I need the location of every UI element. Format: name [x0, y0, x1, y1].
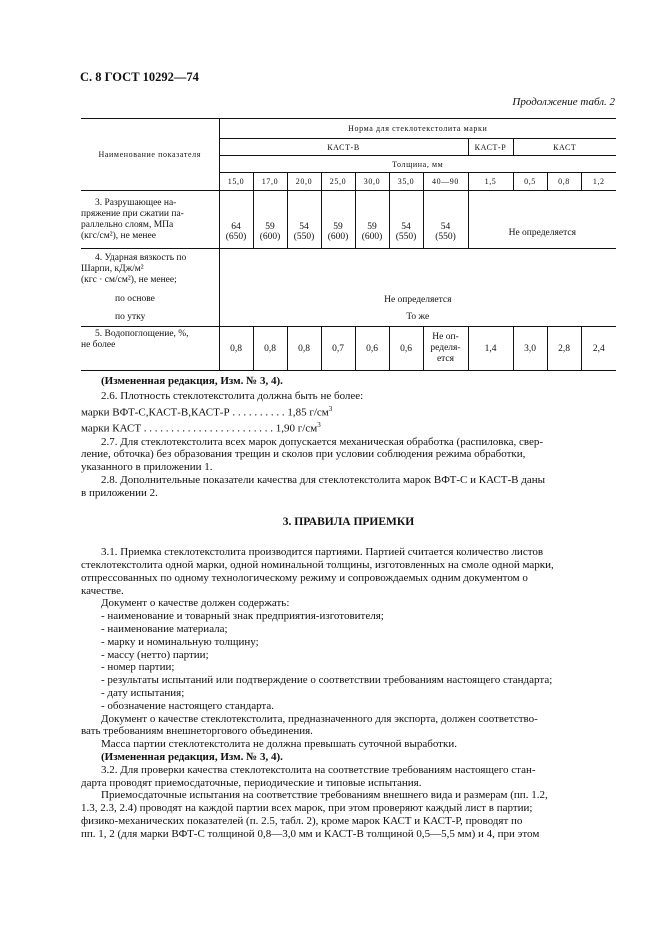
row5-value: 0,7 [321, 327, 355, 371]
row5-value: 0,8 [219, 327, 253, 371]
amendment-note: (Измененная редакция, Изм. № 3, 4). [101, 751, 283, 764]
list-item: - марку и номинальную толщину; [101, 635, 259, 648]
row4-sub-value: То же [219, 309, 616, 327]
export-paragraph: Документ о качестве стеклотекстолита, предназначенного для экспорта, должен соответство- [101, 712, 538, 725]
row4-label-line: Шарпи, кДж/м² [81, 264, 144, 274]
row3-value: 54 (550) [389, 191, 423, 249]
list-item: - номер партии; [101, 661, 175, 674]
paragraph-3-2-line: 1.3, 2.3, 2.4) проводят на каждой партии всех марок, при этом проверяют каждый лист в партии; [81, 802, 533, 815]
list-item: - обозначение настоящего стандарта. [101, 699, 275, 712]
row5-value: 0,8 [253, 327, 287, 371]
mass-paragraph: Масса партии стеклотекстолита не должна превышать суточной выработки. [101, 738, 457, 751]
row3-value: 59 (600) [355, 191, 389, 249]
paragraph-3-1-line: отпрессованных по одному технологическому режиму и сопровождаемых одним документом о [81, 571, 528, 584]
row3-label-line: (кгс/см²), не менее [81, 230, 156, 241]
list-item: - результаты испытаний или подтверждение о соответствии требованиям настоящего стандарта; [101, 674, 553, 687]
row4-sub-label: по утку [81, 309, 219, 327]
row4-label [81, 249, 219, 291]
thickness-cell: 1,2 [581, 173, 616, 191]
row3-label-line: пряжение при сжатии па- [81, 208, 184, 219]
paragraph-3-1: 3.1. Приемка стеклотекстолита производится партиями. Партией считается количество листов [101, 546, 544, 559]
export-paragraph-line: вать требованиям внешнеторгового объединения. [81, 725, 313, 738]
grade-kast: КАСТ [513, 139, 616, 156]
row5-value: 2,8 [547, 327, 581, 371]
row3-value: 59 (600) [253, 191, 287, 249]
row5-special: Не оп- ределя- ется [423, 327, 468, 371]
norm-header: Норма для стеклотекстолита марки [219, 119, 616, 139]
thickness-cell: 25,0 [321, 173, 355, 191]
thickness-cell: 20,0 [287, 173, 321, 191]
grade-kast-r: КАСТ-Р [468, 139, 513, 156]
row3-label-line: 3. Разрушающее на- [95, 197, 177, 208]
list-item: - наименование материала; [101, 623, 228, 636]
row5-value: 2,4 [581, 327, 616, 371]
paragraph-3-2-line: дарта проводят приемосдаточные, периодические и типовые испытания. [81, 776, 422, 789]
thickness-cell: 35,0 [389, 173, 423, 191]
row5-label-line: 5. Водопоглощение, %, [95, 329, 189, 339]
thickness-cell: 0,8 [547, 173, 581, 191]
properties-table [81, 118, 616, 371]
thickness-cell: 15,0 [219, 173, 253, 191]
document-body [81, 375, 616, 841]
paragraph-3-2: 3.2. Для проверки качества стеклотекстолита на соответствие требованиям настоящего стан- [101, 763, 536, 776]
thickness-cell: 40—90 [423, 173, 468, 191]
row5-value: 0,8 [287, 327, 321, 371]
table-continuation-label: Продолжение табл. 2 [512, 96, 615, 108]
paragraph-3-2-line: физико-механических показателей (п. 2.5, табл. 2), кроме марок КАСТ и КАСТ-Р, проводят по [81, 815, 523, 828]
paragraph-2-8: 2.8. Дополнительные показатели качества для стеклотекстолита марок ВФТ-С и КАСТ-В даны [101, 473, 546, 486]
paragraph-3-2-line: Приемосдаточные испытания на соответствие требованиям внешнего вида и размерам (пп. 1.2, [101, 789, 548, 802]
paragraph-3-1-line: стеклотекстолита одной марки, одной номинальной толщины, изготовленных на смоле одной марки, [81, 559, 554, 572]
paragraph-2-7-line: указанного в приложении 1. [81, 461, 213, 474]
section-title: 3. ПРАВИЛА ПРИЕМКИ [282, 516, 415, 529]
row3-value: 54 (550) [287, 191, 321, 249]
thickness-header: Толщина, мм [219, 156, 616, 173]
thickness-cell: 0,5 [513, 173, 547, 191]
density-line-1: марки ВФТ-С,КАСТ-В,КАСТ-Р . . . . . . . . . . 1,85 $г/см^3$ [81, 404, 333, 419]
paragraph-2-6: 2.6. Плотность стеклотекстолита должна быть не более: [101, 389, 364, 402]
row5-label-line: не более [81, 340, 116, 350]
row5-value: 1,4 [468, 327, 513, 371]
row5-value: 3,0 [513, 327, 547, 371]
col-name-header: Наименование показателя [81, 119, 219, 191]
row5-label [81, 327, 219, 371]
page-header: С. 8 ГОСТ 10292—74 [80, 70, 199, 84]
paragraph-3-1-line: качестве. [81, 584, 124, 597]
density-line-2: марки КАСТ . . . . . . . . . . . . . . . . . . . . . . . . 1,90 $г/см^3$ [81, 421, 321, 435]
row5-value: 0,6 [355, 327, 389, 371]
paragraph-2-7-line: ление, обточка) без образования трещин и сколов при условии соблюдения режима обработки, [81, 448, 526, 461]
row3-value: 54 (550) [423, 191, 468, 249]
row3-not-determined: Не определяется [468, 191, 616, 249]
paragraph-2-8-line: в приложении 2. [81, 486, 158, 499]
row4-label-line: 4. Ударная вязкость по [95, 253, 187, 263]
row4-label-line: (кгс · см/см²), не менее; [81, 275, 177, 285]
grade-kast-v: КАСТ-В [219, 139, 468, 156]
row3-label-line: раллельно слоям, МПа [81, 219, 174, 230]
list-item: - массу (нетто) партии; [101, 648, 209, 661]
paragraph-2-7: 2.7. Для стеклотекстолита всех марок допускается механическая обработка (распиловка, свер- [101, 435, 544, 448]
list-item: - наименование и товарный знак предприятия-изготовителя; [101, 610, 384, 623]
paragraph-3-2-line: пп. 1, 2 (для марки ВФТ-С толщиной 0,8—3,0 мм и КАСТ-В толщиной 0,5—5,5 мм) и 4, при этом [81, 827, 540, 840]
thickness-cell: 1,5 [468, 173, 513, 191]
row5-value: 0,6 [389, 327, 423, 371]
row3-label [81, 191, 219, 249]
amendment-note: (Измененная редакция, Изм. № 3, 4). [101, 375, 283, 387]
thickness-cell: 30,0 [355, 173, 389, 191]
row3-value: 64 (650) [219, 191, 253, 249]
row4-sub-value: Не определяется [219, 291, 616, 309]
document-intro: Документ о качестве должен содержать: [101, 597, 290, 610]
thickness-cell: 17,0 [253, 173, 287, 191]
row3-value: 59 (600) [321, 191, 355, 249]
row4-sub-label: по основе [115, 294, 155, 304]
list-item: - дату испытания; [101, 687, 185, 700]
